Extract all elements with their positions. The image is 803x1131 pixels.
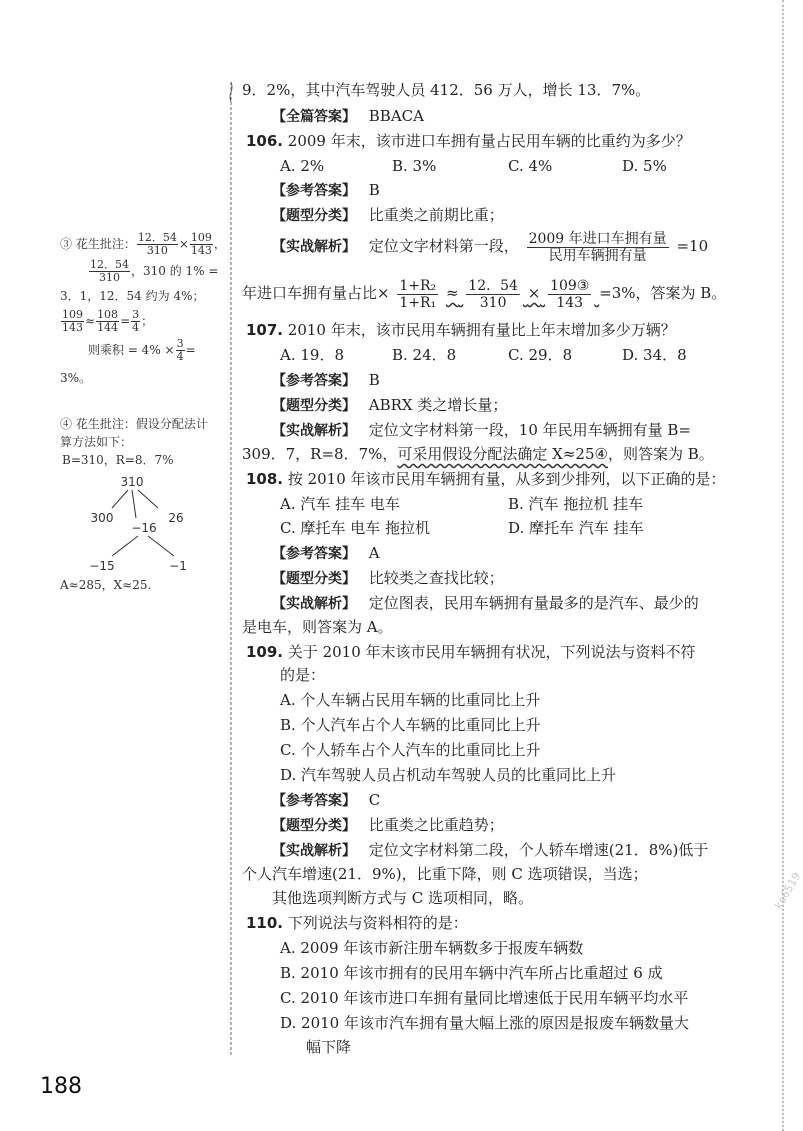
q107-answer-tag: 【参考答案】 [272,373,356,389]
q106-analysis-l2 [242,275,726,311]
side-note3-l4-num3: 3 [132,308,140,321]
q107-number: 107. [246,321,284,339]
tree-edge-right [138,490,158,508]
q106-question [246,131,691,151]
q109-number: 109. [246,643,284,661]
q109-answer-value: C [368,791,381,809]
q107-type-value: ABRX 类之增长量； [368,396,508,414]
side-note3-l4-approx: ≈ [85,314,96,328]
side-note3-l4-den2: 144 [97,321,119,334]
tree-mid: −16 [131,521,157,535]
side-note4-result: A≈285，X≈25. [60,578,152,592]
margin-wave-line [229,82,233,1057]
side-note3-l2-den: 310 [99,271,120,284]
side-note3-frac2-den: 143 [190,244,212,257]
side-note3-l2 [88,257,230,285]
q108-answer-value: A [368,544,380,562]
q108-analysis-text1: 定位图表，民用车辆拥有量最多的是汽车、最少的 [368,594,699,612]
q106-growth-numerator: 1+R₂ [399,277,437,294]
watermark: ks6519 [771,870,803,912]
side-note3-l2-frac [89,259,130,284]
q106-answer-tag: 【参考答案】 [272,183,356,199]
side-note3-l6: 3%。 [60,371,92,385]
q107-analysis-post: ，则答案为 B。 [607,445,714,463]
q109-text-l2: 的是： [280,666,326,684]
side-note3-pre: ③ 花生批注： [60,237,136,251]
side-note4-l3: B=310，R=8．7% [62,453,174,467]
side-note3-l4 [60,307,230,335]
q106-rate-fraction [548,278,591,311]
q106-analysis-eq: =10 [676,237,709,255]
q108-option-d: D. 摩托车 汽车 挂车 [508,519,644,537]
q106-analysis-pre: 定位文字材料第一段， [368,237,519,255]
q106-answer [272,180,380,201]
q110-option-a: A. 2009 年该市新注册车辆数多于报废车辆数 [280,939,584,957]
q107-option-a: A. 19．8 [280,346,344,364]
q106-analysis-tag: 【实战解析】 [272,239,356,255]
q107-analysis-wavy: 可采用假设分配法确定 X≈25④ [397,445,608,463]
q109-analysis-tag: 【实战解析】 [272,843,356,859]
side-note3-l5-frac [176,338,185,363]
q108-answer [272,543,380,564]
side-note3-post: ， [213,237,226,251]
side-note3-times: × [178,237,189,251]
q106-value-fraction [466,278,520,311]
side-note3-frac2-num: 109 [190,231,212,244]
q106-type-tag: 【题型分类】 [272,208,356,224]
q107-option-d: D. 34．8 [622,346,687,364]
q108-option-b: B. 汽车 拖拉机 挂车 [508,495,644,513]
side-note4-l2: 算方法如下： [60,435,133,449]
q107-option-c: C. 29．8 [508,346,573,364]
q106-text: 2009 年末，该市进口车拥有量占民用车辆的比重约为多少？ [287,132,691,150]
q109-option-d: D. 汽车驾驶人员占机动车驾驶人员的比重同比上升 [280,766,617,784]
q109-type [272,815,504,836]
side-note4-l1: ④ 花生批注：假设分配法计 [60,417,208,431]
side-note3-frac1 [137,232,178,257]
q110-option-d: D. 2010 年该市汽车拥有量大幅上涨的原因是报废车辆数量大 [280,1014,689,1032]
intro-line: 9．2%，其中汽车驾驶人员 412．56 万人，增长 13．7%。 [242,81,651,99]
q110-number: 110. [246,914,284,932]
q110-question [246,913,468,933]
q106-rate-denominator: 143 [556,294,584,311]
q107-option-b: B. 24．8 [392,346,457,364]
q107-analysis-pre: 309．7，R=8．7%， [242,445,398,463]
q108-analysis-l2: 是电车，则答案为 A。 [242,618,393,636]
q106-ratio-fraction [527,231,669,264]
q106-approx: ≈ [445,284,459,302]
tree-root: 310 [120,475,144,489]
q110-option-d-l2: 幅下降 [306,1038,352,1056]
q106-times: × [527,284,541,302]
tree-ll: −15 [89,559,115,573]
tree-edge-left [112,490,128,508]
q106-option-c: C. 4% [508,157,553,175]
q109-option-a: A. 个人车辆占民用车辆的比重同比上升 [280,691,541,709]
q109-type-value: 比重类之比重趋势； [368,816,504,834]
q106-answer-value: B [368,181,380,199]
side-note3-l4-num2: 108 [97,308,119,321]
tree-edge-ll [112,536,138,556]
all-answers-value: BBACA [368,107,424,125]
q107-text: 2010 年末，该市民用车辆拥有量比上年末增加多少万辆？ [287,321,676,339]
q107-type-tag: 【题型分类】 [272,398,356,414]
q108-analysis-tag: 【实战解析】 [272,596,356,612]
side-note3-l5-pre: 则乘积 = 4% × [88,343,175,357]
q106-growth-denominator: 1+R₁ [399,294,437,311]
q109-analysis-text1: 定位文字材料第二段，个人轿车增速(21．8%)低于 [368,841,709,859]
q106-wavy-calc [445,277,599,311]
q106-rate-numerator: 109③ [550,277,590,294]
side-note3-l2-num: 12．54 [90,258,129,271]
all-answers [272,106,424,127]
side-note3-l4-eq: = [120,314,131,328]
q109-type-tag: 【题型分类】 [272,818,356,834]
side-note3-l4-end: ； [141,314,154,328]
right-edge-dots [782,0,784,1131]
side-note-3 [60,232,230,391]
q108-type-value: 比较类之查找比较； [368,569,504,587]
q109-text-l1: 关于 2010 年末该市民用车辆拥有状况，下列说法与资料不符 [287,643,696,661]
q107-question [246,320,676,340]
q108-option-a: A. 汽车 挂车 电车 [280,495,400,513]
q110-option-b: B. 2010 年该市拥有的民用车辆中汽车所占比重超过 6 成 [280,964,663,982]
q106-option-d: D. 5% [622,157,667,175]
tree-left: 300 [90,511,114,525]
q106-ratio-denominator: 民用车辆拥有量 [548,247,647,264]
q106-analysis-l1 [272,228,708,265]
q109-option-b: B. 个人汽车占个人车辆的比重同比上升 [280,716,541,734]
q106-ratio-numerator: 2009 年进口车拥有量 [528,230,667,247]
q107-type [272,395,507,416]
side-note3-l5-den: 4 [176,350,184,363]
page-number: 188 [40,1074,82,1099]
q107-analysis-tag: 【实战解析】 [272,423,356,439]
q108-answer-tag: 【参考答案】 [272,546,356,562]
q110-option-c: C. 2010 年该市进口车拥有量同比增速低于民用车辆平均水平 [280,989,689,1007]
q109-answer-tag: 【参考答案】 [272,793,356,809]
q106-option-b: B. 3% [392,157,437,175]
tree-edge-lr [148,536,174,556]
q106-type [272,205,504,226]
side-note3-l5-post: = [185,343,196,357]
q109-option-c: C. 个人轿车占个人汽车的比重同比上升 [280,741,541,759]
q106-number: 106. [246,132,284,150]
q109-analysis-l1 [272,840,708,861]
side-note3-l4-num1: 109 [62,308,83,321]
side-note3-l2-text: ，310 的 1% = [131,264,219,278]
q109-question [246,642,696,662]
tree-edge-mid [132,490,136,518]
side-note3-frac2 [190,232,213,257]
q106-line2-pre: 年进口车拥有量占比× [242,284,390,302]
tree-right: 26 [168,511,184,525]
q108-text: 按 2010 年该市民用车辆拥有量，从多到少排列，以下正确的是： [287,470,726,488]
q107-analysis-text1: 定位文字材料第一段，10 年民用车辆拥有量 B= [368,421,691,439]
q107-analysis-l1 [272,420,691,441]
side-note3-l4-den1: 143 [62,321,83,334]
side-note3-l4-frac1 [61,309,84,334]
q108-question [246,469,726,489]
q108-type [272,568,504,589]
side-note3-frac1-num: 12．54 [137,231,177,244]
all-answers-tag: 【全篇答案】 [272,109,356,125]
side-note3-l5 [88,335,230,365]
q107-answer [272,370,380,391]
side-note3-l3: 3．1，12．54 约为 4%； [60,289,205,303]
side-note3-l4-den3: 4 [132,321,140,334]
q106-type-value: 比重类之前期比重； [368,206,504,224]
q109-analysis-l2: 个人汽车增速(21．9%)，比重下降，则 C 选项错误，当选； [242,865,648,883]
side-note3-l1 [60,232,230,257]
q108-number: 108. [246,470,284,488]
q106-value-denominator: 310 [479,294,507,311]
side-note3-frac1-den: 310 [146,244,168,257]
q109-analysis-l3: 其他选项判断方式与 C 选项相同，略。 [272,889,534,907]
q108-type-tag: 【题型分类】 [272,571,356,587]
q109-answer [272,790,380,811]
allocation-tree [60,470,220,580]
q106-line2-post: =3%，答案为 B。 [599,284,727,302]
side-note3-l4-frac3 [131,309,140,334]
q107-answer-value: B [368,371,380,389]
q107-analysis-l2 [242,444,714,464]
tree-lr: −1 [169,559,187,573]
side-note-4 [60,415,230,469]
side-note3-l4-frac2 [96,309,119,334]
q110-text: 下列说法与资料相符的是： [287,914,468,932]
side-note3-l5-num: 3 [176,337,184,350]
q108-option-c: C. 摩托车 电车 拖拉机 [280,519,431,537]
q106-growth-fraction [397,278,438,311]
q106-value-numerator: 12．54 [468,277,518,294]
q108-analysis-l1 [272,593,699,614]
q106-option-a: A. 2% [280,157,325,175]
